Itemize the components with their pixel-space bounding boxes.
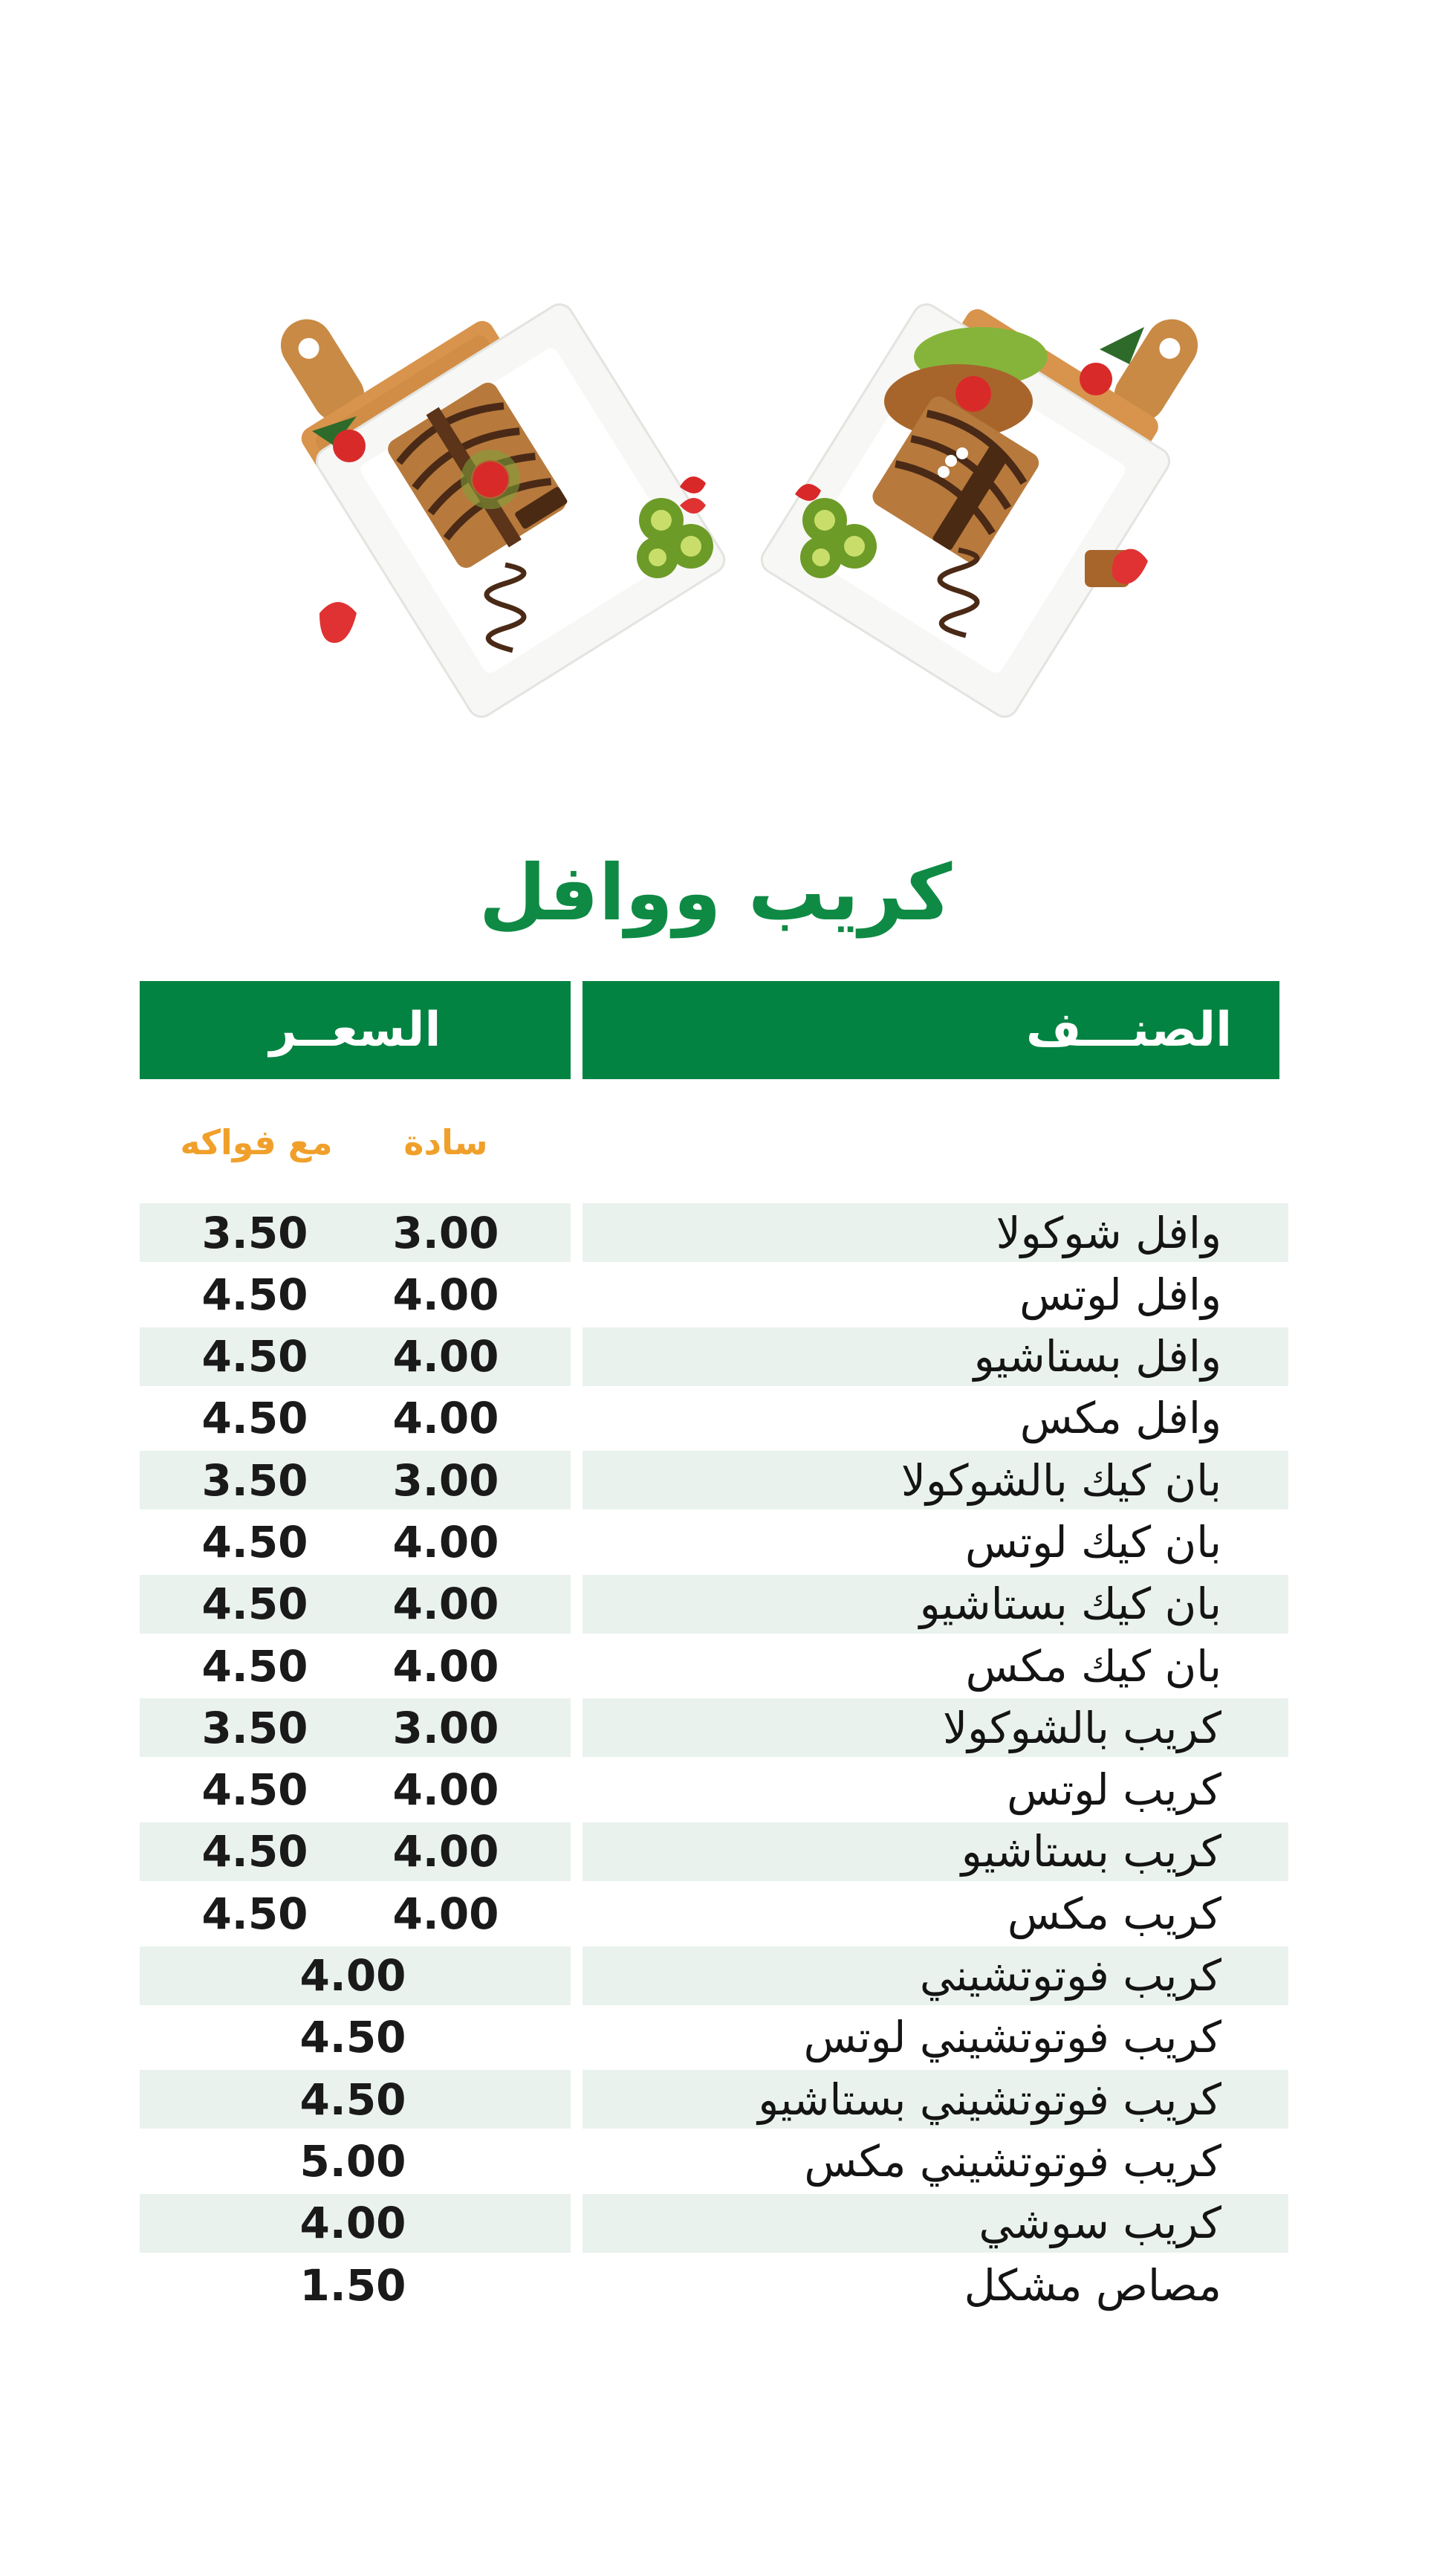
item-name: بان كيك لوتس (965, 1516, 1221, 1567)
fruit-price: 3.50 (201, 1207, 308, 1258)
menu-row (0, 1945, 1431, 2007)
single-price: 4.00 (299, 2198, 406, 2249)
single-price: 4.50 (299, 2074, 406, 2125)
waffle-pistachio-lotus-image (750, 208, 1211, 728)
plain-price: 4.00 (392, 1269, 499, 1320)
item-name: وافل شوكولا (996, 1207, 1221, 1258)
plain-price: 3.00 (392, 1702, 499, 1753)
menu-row (0, 2130, 1431, 2192)
menu-table (0, 1202, 1431, 2316)
fruit-price: 4.50 (201, 1888, 308, 1939)
plain-price: 4.00 (392, 1764, 499, 1816)
fruit-price: 4.50 (201, 1579, 308, 1630)
plain-price: 4.00 (392, 1516, 499, 1567)
item-column-header: الصنـــف (583, 981, 1279, 1079)
menu-row (0, 2068, 1431, 2130)
menu-row (0, 1202, 1431, 1263)
menu-row (0, 2007, 1431, 2068)
fruit-price: 4.50 (201, 1393, 308, 1444)
single-price: 1.50 (299, 2259, 406, 2311)
fruit-price: 4.50 (201, 1516, 308, 1567)
item-name: بان كيك بالشوكولا (901, 1454, 1221, 1506)
menu-row (0, 1511, 1431, 1573)
menu-row (0, 1263, 1431, 1325)
item-name: كريب سوشي (979, 2198, 1221, 2249)
price-column-header: السعــر (140, 981, 571, 1079)
waffle-chocolate-image (267, 208, 728, 728)
menu-section-title: كريب ووافل (478, 847, 953, 938)
fruit-price: 4.50 (201, 1764, 308, 1816)
item-name: كريب فوتوتشيني بستاشيو (758, 2074, 1221, 2125)
item-name: وافل مكس (1019, 1393, 1221, 1444)
plain-price: 4.00 (392, 1640, 499, 1692)
item-name: مصاص مشكل (964, 2259, 1221, 2311)
menu-row (0, 1821, 1431, 1883)
menu-row (0, 1326, 1431, 1388)
menu-row (0, 1573, 1431, 1635)
menu-row (0, 1388, 1431, 1449)
fruit-price-subheader: مع فواكه (180, 1122, 333, 1162)
item-name: وافل بستاشيو (973, 1331, 1221, 1382)
menu-row (0, 1759, 1431, 1821)
item-name: بان كيك بستاشيو (919, 1579, 1221, 1630)
fruit-price: 4.50 (201, 1640, 308, 1692)
fruit-price: 3.50 (201, 1702, 308, 1753)
menu-row (0, 1697, 1431, 1758)
item-name: كريب فوتوتشيني لوتس (803, 2012, 1221, 2063)
item-name: كريب لوتس (1007, 1764, 1221, 1816)
menu-row (0, 1635, 1431, 1697)
plain-price: 4.00 (392, 1393, 499, 1444)
single-price: 4.50 (299, 2012, 406, 2063)
item-name: بان كيك مكس (965, 1640, 1221, 1692)
menu-row (0, 1883, 1431, 1944)
single-price: 4.00 (299, 1950, 406, 2001)
item-name: كريب بالشوكولا (943, 1702, 1221, 1753)
single-price: 5.00 (299, 2135, 406, 2187)
item-name: كريب فوتوتشيني (919, 1950, 1221, 2001)
item-name: كريب مكس (1007, 1888, 1221, 1939)
plain-price: 4.00 (392, 1888, 499, 1939)
fruit-price: 4.50 (201, 1269, 308, 1320)
plain-price: 4.00 (392, 1826, 499, 1877)
fruit-price: 3.50 (201, 1454, 308, 1506)
item-name: كريب بستاشيو (961, 1826, 1221, 1877)
plain-price: 4.00 (392, 1579, 499, 1630)
menu-row (0, 2254, 1431, 2316)
plain-price: 4.00 (392, 1331, 499, 1382)
menu-row (0, 2192, 1431, 2254)
menu-row (0, 1449, 1431, 1511)
plain-price-subheader: سادة (403, 1122, 488, 1162)
fruit-price: 4.50 (201, 1331, 308, 1382)
plain-price: 3.00 (392, 1207, 499, 1258)
fruit-price: 4.50 (201, 1826, 308, 1877)
item-name: كريب فوتوتشيني مكس (804, 2135, 1221, 2187)
item-name: وافل لوتس (1019, 1269, 1221, 1320)
plain-price: 3.00 (392, 1454, 499, 1506)
